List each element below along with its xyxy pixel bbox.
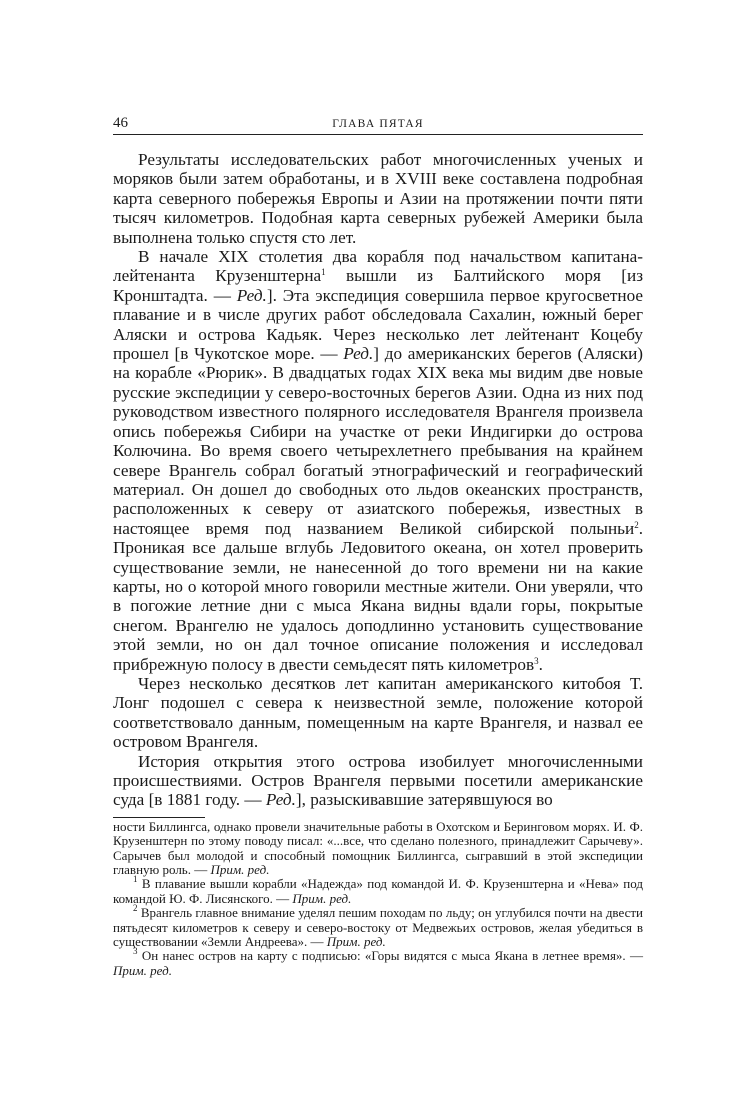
page-number: 46 <box>113 115 128 131</box>
footnote-continuation: ности Биллингса, однако провели значительные работы в Охотском и Беринговом морях. И. Ф. Крузенштерн по этому поводу писал: «...все, что сделано полезного, принадлежит Сарычеву». Сарычев был молодой и способный помощник Биллингса, сыгравший в этой экспедиции главную роль. — Прим. ред. <box>113 818 643 878</box>
paragraph: Результаты исследовательских работ многочисленных ученых и моряков были затем обработаны, и в XVIII веке составлена подробная карта северного побережья Европы и Азии на протяжении почти пяти тысяч километров. Подобная карта северных рубежей Америки была выполнена только спустя сто лет. <box>113 150 643 247</box>
editor-note: Ред. <box>265 790 296 810</box>
footnote-rule <box>113 817 205 818</box>
body-text <box>113 150 643 810</box>
footnote-marker: 3 <box>534 655 539 666</box>
footnote-2: $^2$ Врангель главное внимание уделял пешим походам по льду; он углубился почти на двести пятьдесят километров к северу и северо-востоку от Медвежьих островов, желая убедиться в существовании «Земли Андреева». — Прим. ред. <box>113 903 643 950</box>
footnote-3: $^3$ Он нанес остров на карту с подписью: «Горы видятся с мыса Якана в летнее время». — Прим. ред. <box>113 946 643 978</box>
editor-note: Ред. <box>343 344 374 364</box>
footnote-1: $^1$ В плавание вышли корабли «Надежда» под командой И. Ф. Крузенштерна и «Нева» под командой Ю. Ф. Лисянского. — Прим. ред. <box>113 874 643 906</box>
footnote-marker: 2 <box>634 519 639 530</box>
footnote-marker: 1 <box>321 267 326 278</box>
book-page <box>113 114 643 978</box>
chapter-title: ГЛАВА ПЯТАЯ <box>332 118 424 130</box>
paragraph: Через несколько десятков лет капитан американского китобоя Т. Лонг подошел с севера к неизвестной земле, положение которой соответствовало данным, помещенным на карте Врангеля, и назвал ее островом Врангеля. <box>113 673 643 752</box>
running-header <box>113 114 643 135</box>
footnotes <box>113 817 643 978</box>
editor-note: Ред. <box>236 285 267 305</box>
paragraph: История открытия этого острова изобилует многочисленными происшествиями. Остров Врангеля первыми посетили американские суда [в 1881 году. — Ред.], разыскивавшие затерявшуюся во <box>113 751 643 810</box>
paragraph: В начале XIX столетия два корабля под начальством капитана-лейтенанта Крузенштерна$^1$ вышли из Балтийского моря [из Кронштадта. — Ред.]. Эта экспедиция совершила первое кругосветное плавание и в числе других работ обследовала Сахалин, южный берег Аляски и острова Кадьяк. Через несколько лет лейтенант Коцебу прошел [в Чукотское море. — Ред.] до американских берегов (Аляски) на корабле «Рюрик». В двадцатых годах XIX века мы видим две новые русские экспедиции у северо-восточных берегов Азии. Одна из них под руководством известного полярного исследователя Врангеля произвела опись побережья Сибири на участке от реки Индигирки до острова Колючина. Во время своего четырехлетнего пребывания на крайнем севере Врангель собрал богатый этнографический и географический материал. Он дошел до свободных ото льдов океанских пространств, расположенных к северу от азиатского побережья, известных в настоящее время под названием Великой сибирской полыньи$^2$. Проникая все дальше вглубь Ледовитого океана, он хотел проверить существование земли, не нанесенной до того времени ни на какие карты, но о которой много говорили местные жители. Они уверяли, что в погожие летние дни с мыса Якана видны вдали горы, покрытые снегом. Врангелю не удалось доподлинно установить существование этой земли, но он дал точное описание положения и исследовал прибрежную полосу в двести семьдесят пять километров$^3$. <box>113 247 644 674</box>
